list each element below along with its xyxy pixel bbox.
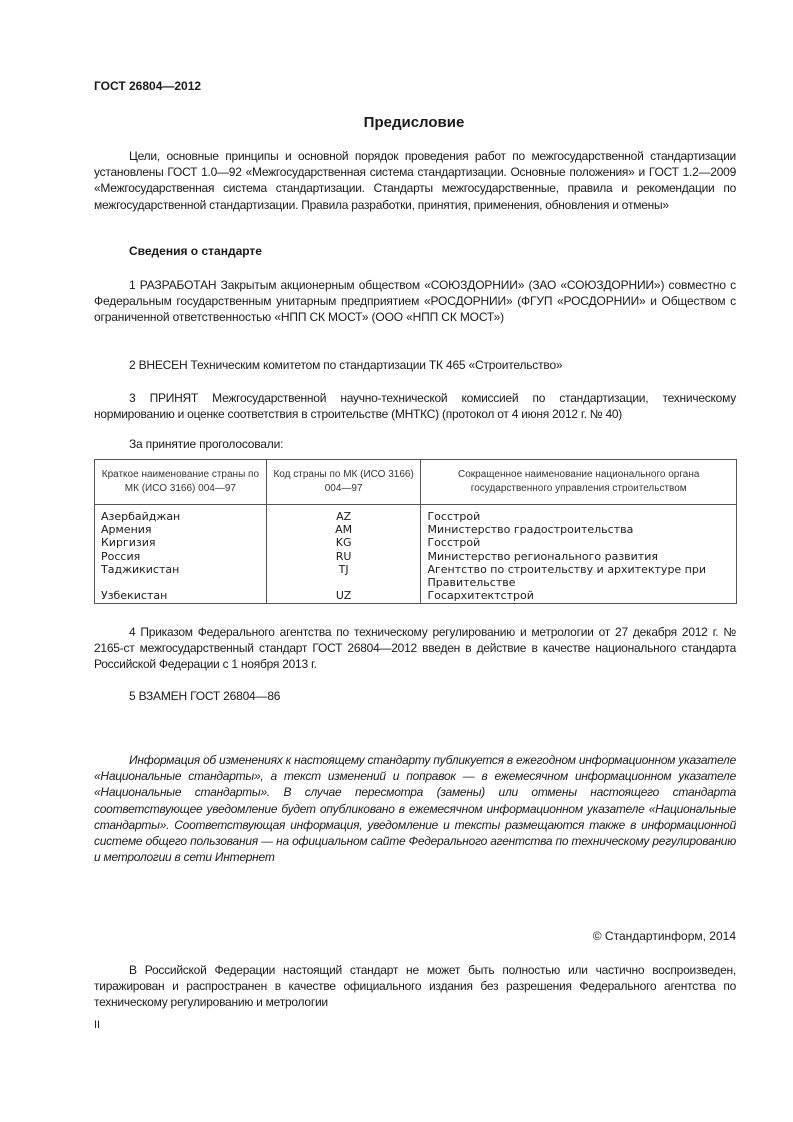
- notice-paragraph: [94, 752, 736, 865]
- body-cell: Министерство градостроительства: [421, 523, 737, 536]
- item-5-text: 5 ВЗАМЕН ГОСТ 26804—86: [129, 689, 281, 703]
- item-3-text: 3 ПРИНЯТ Межгосударственной научно-технической комиссией по стандартизации, техническому нормированию и оценке соответствия в строительстве (МНТКС) (протокол от 4 июня 2012 г. № 40): [94, 391, 736, 422]
- table-row: [95, 505, 737, 524]
- item-3-paragraph: [94, 390, 736, 422]
- table-row: [95, 550, 737, 563]
- page-title: Предисловие: [363, 114, 465, 131]
- country-cell: Азербайджан: [95, 505, 267, 524]
- header-country-name: Краткое наименование страны по МК (ИСО 3166) 004—97: [95, 460, 267, 505]
- item-4-paragraph: [94, 624, 736, 673]
- country-cell: Киргизия: [95, 536, 267, 549]
- header-national-body: Сокращенное наименование национального органа государственного управления строительством: [421, 460, 737, 505]
- code-cell: RU: [266, 550, 421, 563]
- country-cell: Россия: [95, 550, 267, 563]
- item-2-text: 2 ВНЕСЕН Техническим комитетом по стандартизации ТК 465 «Строительство»: [129, 358, 563, 372]
- header-country-code: Код страны по МК (ИСО 3166) 004—97: [266, 460, 421, 505]
- table-row: [95, 523, 737, 536]
- body-cell: Министерство регионального развития: [421, 550, 737, 563]
- code-cell: TJ: [266, 563, 421, 589]
- copyright-line: © Стандартинформ, 2014: [592, 929, 736, 943]
- body-cell: Госархитектстрой: [421, 589, 737, 604]
- table-row: [95, 589, 737, 604]
- country-cell: Армения: [95, 523, 267, 536]
- intro-paragraph: [94, 148, 736, 213]
- page-number: II: [94, 1019, 101, 1031]
- table-header-row: [95, 460, 737, 505]
- table-row: [95, 563, 737, 589]
- restriction-text: В Российской Федерации настоящий стандарт не может быть полностью или частично воспроизведен, тиражирован и распространен в качестве официального издания без разрешения Федерального агентства по техническому регулированию и метрологии: [94, 963, 736, 1010]
- country-cell: Узбекистан: [95, 589, 267, 604]
- item-1-text: 1 РАЗРАБОТАН Закрытым акционерным обществом «СОЮЗДОРНИИ» (ЗАО «СОЮЗДОРНИИ») совместно с Федеральным государственным унитарным предприятием «РОСДОРНИИ» (ФГУП «РОСДОРНИИ» и Обществом с ограниченной ответственностью «НПП СК МОСТ» (ООО «НПП СК МОСТ»): [94, 278, 736, 325]
- restriction-paragraph: [94, 962, 736, 1011]
- country-cell: Таджикистан: [95, 563, 267, 589]
- code-cell: UZ: [266, 589, 421, 604]
- info-heading: Сведения о стандарте: [129, 244, 262, 258]
- notice-text: Информация об изменениях к настоящему стандарту публикуется в ежегодном информационном указателе «Национальные стандарты», а текст изменений и поправок — в ежемесячном информационном указателе «Национальные стандарты». В случае пересмотра (замены) или отмены настоящего стандарта соответствующее уведомление будет опубликовано в ежемесячном информационном указателе «Национальные стандарты». Соответствующая информация, уведомление и тексты размещаются также в информационной системе общего пользования — на официальном сайте Федерального агентства по техническому регулированию и метрологии в сети Интернет: [94, 753, 736, 865]
- intro-text: Цели, основные принципы и основной порядок проведения работ по межгосударственной стандартизации установлены ГОСТ 1.0—92 «Межгосударственная система стандартизации. Основные положения» и ГОСТ 1.2—2009 «Межгосударственная система стандартизации. Стандарты межгосударственные, правила и рекомендации по межгосударственной стандартизации. Правила разработки, принятия, применения, обновления и отмены»: [94, 149, 736, 212]
- body-cell: Госстрой: [421, 536, 737, 549]
- item-4-text: 4 Приказом Федерального агентства по техническому регулированию и метрологии от 27 декабря 2012 г. № 2165-ст межгосударственный стандарт ГОСТ 26804—2012 введен в действие в качестве национального стандарта Российской Федерации с 1 ноября 2013 г.: [94, 625, 736, 672]
- code-cell: AZ: [266, 505, 421, 524]
- code-cell: KG: [266, 536, 421, 549]
- voting-countries-table: [94, 459, 737, 604]
- body-cell: Госстрой: [421, 505, 737, 524]
- standard-code-header: ГОСТ 26804—2012: [94, 79, 202, 93]
- item-1-paragraph: [94, 277, 736, 326]
- body-cell: Агентство по строительству и архитектуре при Правительстве: [421, 563, 737, 589]
- table-row: [95, 536, 737, 549]
- vote-label: За принятие проголосовали:: [129, 437, 284, 451]
- code-cell: AM: [266, 523, 421, 536]
